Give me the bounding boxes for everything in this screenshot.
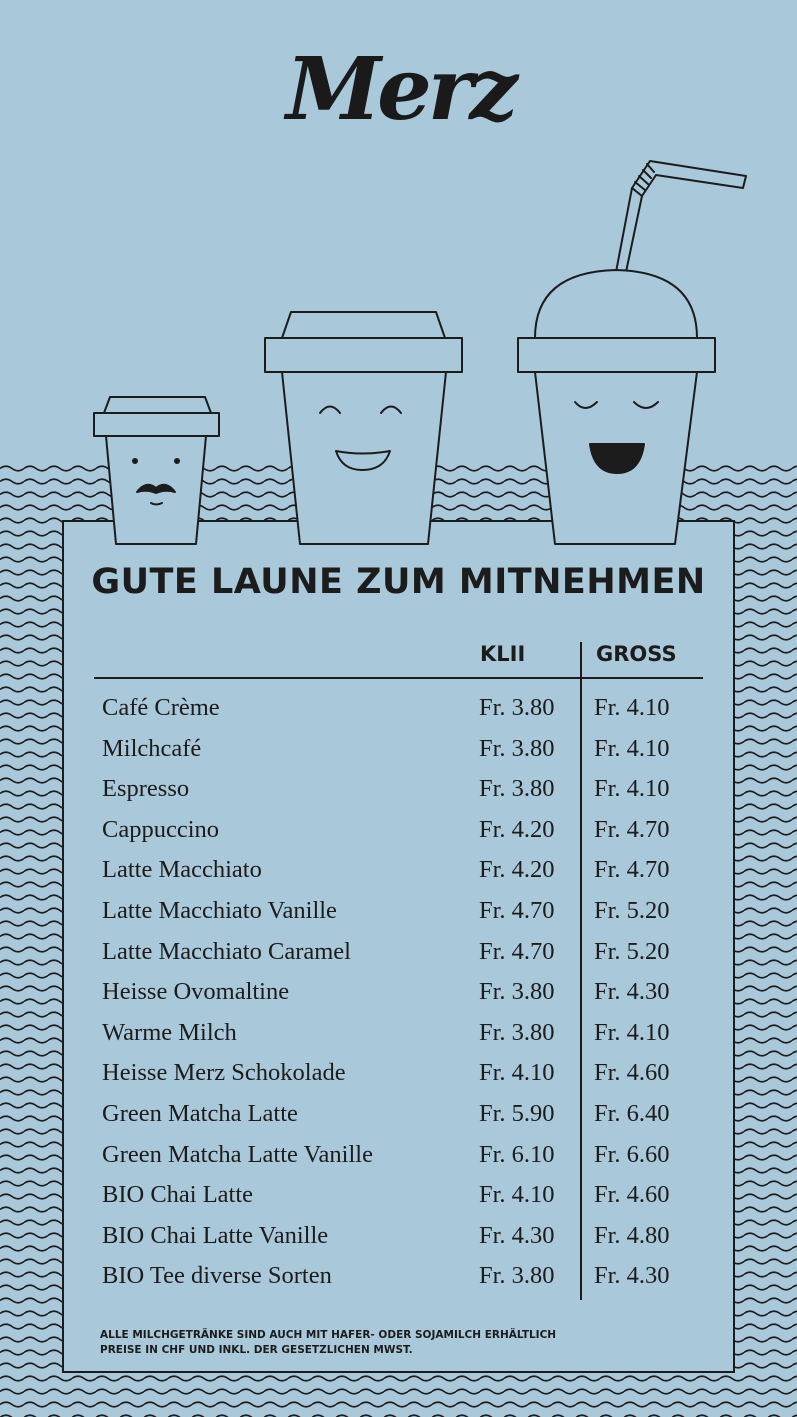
item-name: Café Crème [102, 694, 220, 721]
item-name: Espresso [102, 775, 190, 803]
menu-row [100, 1175, 700, 1216]
price-list [100, 688, 700, 1297]
menu-row [100, 891, 700, 932]
item-name: Latte Macchiato Vanille [102, 896, 337, 924]
item-name: Warme Milch [102, 1018, 237, 1046]
price-small: Fr. 5.90 [479, 1099, 555, 1127]
price-small: Fr. 3.80 [479, 694, 555, 721]
price-small: Fr. 4.20 [479, 856, 555, 884]
price-large: Fr. 4.10 [594, 734, 670, 762]
price-small: Fr. 3.80 [479, 1262, 555, 1290]
straw-icon [616, 161, 746, 272]
header-divider [94, 677, 703, 679]
menu-row [100, 769, 700, 810]
menu-row [100, 1256, 700, 1297]
small-cup-mustache-icon [94, 397, 219, 544]
menu-row [100, 1094, 700, 1135]
menu-row [100, 850, 700, 891]
menu-row [100, 1216, 700, 1257]
item-name: BIO Chai Latte Vanille [102, 1221, 329, 1249]
price-large: Fr. 4.30 [594, 1262, 670, 1290]
footnote-milk: ALLE MILCHGETRÄNKE SIND AUCH MIT HAFER- ODER SOJAMILCH ERHÄLTLICH [100, 1329, 557, 1341]
menu-title: GUTE LAUNE ZUM MITNEHMEN [91, 562, 706, 602]
large-cup-laughing-icon [518, 270, 715, 544]
item-name: BIO Tee diverse Sorten [102, 1262, 332, 1290]
menu-row [100, 1135, 700, 1176]
footnotes [100, 1328, 556, 1358]
cup-illustrations [0, 0, 797, 560]
price-large: Fr. 4.10 [594, 1018, 670, 1046]
price-small: Fr. 4.70 [479, 896, 555, 924]
item-name: Heisse Merz Schokolade [102, 1059, 346, 1087]
medium-cup-smile-icon [265, 312, 462, 544]
price-large: Fr. 4.60 [594, 1181, 670, 1209]
price-large: Fr. 6.40 [594, 1099, 670, 1127]
column-header-large: GROSS [596, 642, 677, 666]
item-name: BIO Chai Latte [102, 1181, 254, 1209]
price-large: Fr. 4.30 [594, 978, 670, 1006]
price-small: Fr. 6.10 [479, 1140, 555, 1168]
price-large: Fr. 4.10 [594, 775, 670, 803]
item-name: Green Matcha Latte Vanille [102, 1140, 373, 1168]
item-name: Cappuccino [102, 815, 220, 843]
menu-row [100, 810, 700, 851]
item-name: Green Matcha Latte [102, 1099, 298, 1127]
price-small: Fr. 4.70 [479, 937, 555, 965]
item-name: Milchcafé [102, 734, 202, 762]
price-small: Fr. 3.80 [479, 734, 555, 762]
menu-row [100, 729, 700, 770]
menu-row [100, 688, 700, 729]
price-large: Fr. 6.60 [594, 1140, 670, 1168]
item-name: Heisse Ovomaltine [102, 978, 290, 1006]
menu-row [100, 972, 700, 1013]
price-small: Fr. 4.10 [479, 1181, 555, 1209]
menu-row [100, 1013, 700, 1054]
footnote-prices: PREISE IN CHF UND INKL. DER GESETZLICHEN MWST. [100, 1344, 413, 1356]
column-header-small: KLII [480, 642, 526, 666]
menu-row [100, 932, 700, 973]
price-small: Fr. 4.30 [479, 1221, 555, 1249]
price-small: Fr. 4.20 [479, 815, 555, 843]
menu-row [100, 1053, 700, 1094]
price-large: Fr. 5.20 [594, 896, 670, 924]
item-name: Latte Macchiato Caramel [102, 937, 351, 965]
price-small: Fr. 3.80 [479, 775, 555, 803]
price-large: Fr. 4.70 [594, 856, 670, 884]
price-large: Fr. 4.80 [594, 1221, 670, 1249]
price-large: Fr. 5.20 [594, 937, 670, 965]
price-large: Fr. 4.70 [594, 815, 670, 843]
item-name: Latte Macchiato [102, 856, 262, 884]
price-small: Fr. 3.80 [479, 978, 555, 1006]
price-small: Fr. 3.80 [479, 1018, 555, 1046]
merz-logo: Merz [285, 39, 515, 140]
price-large: Fr. 4.60 [594, 1059, 670, 1087]
price-large: Fr. 4.10 [594, 694, 670, 721]
price-small: Fr. 4.10 [479, 1059, 555, 1087]
